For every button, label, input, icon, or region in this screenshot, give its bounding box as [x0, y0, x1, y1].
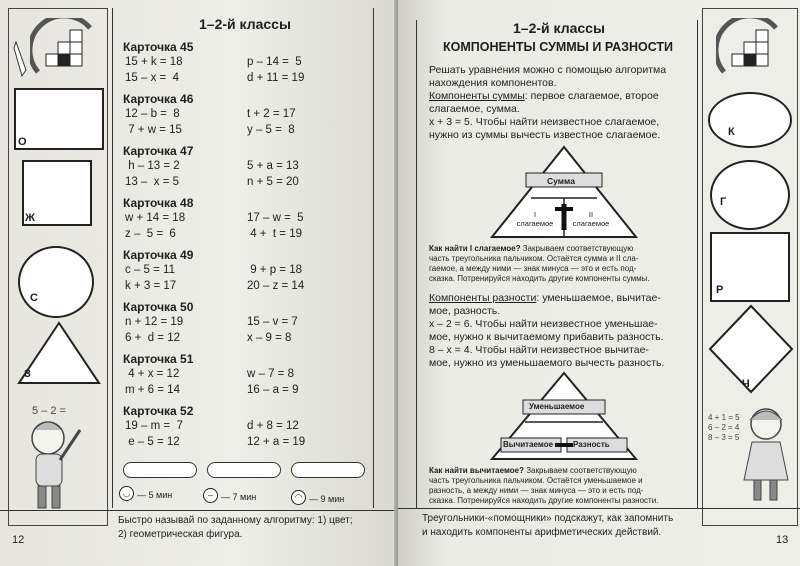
equation-left: 13 – x = 5 — [125, 176, 180, 188]
shape-label-zh: Ж — [25, 212, 35, 224]
diff-example-4: мое, нужно из уменьшаемого вычесть разность. — [429, 357, 665, 369]
left-exercise-panel — [112, 8, 374, 508]
equation-left: w + 14 = 18 — [125, 212, 186, 224]
diff-hint-1: Как найти вычитаемое? Закрываем соответствующую — [429, 466, 637, 475]
right-footer-line-2: и находить компоненты арифметических действий. — [422, 527, 662, 538]
card-title: Карточка 46 — [123, 92, 194, 106]
sum-text-1: : первое слагаемое, второе — [524, 90, 659, 102]
left-footer-line-2: 2) геометрическая фигура. — [118, 529, 243, 540]
staircase-logo-icon — [30, 18, 100, 78]
equation-right: d + 8 = 12 — [247, 420, 299, 432]
shape-label-ch: Ч — [742, 378, 750, 390]
right-footer-line-1: Треугольники-«помощники» подскажут, как запомнить — [422, 513, 674, 524]
sum-hint-4: сказка. Потренируйся находить другие компоненты суммы. — [429, 274, 650, 283]
equation-right: 16 – a = 9 — [247, 384, 299, 396]
sum-example-2: нужно из суммы вычесть известное слагаемое. — [429, 129, 661, 141]
svg-text:4 + 1 = 5: 4 + 1 = 5 — [708, 413, 740, 422]
diamond-shape — [708, 304, 794, 394]
diff-hint-3: разность, а между ними — знак минуса — это и есть под- — [429, 486, 644, 495]
sum-hint-2: часть треугольника пальчиком. Остаётся сумма и II сла- — [429, 254, 639, 263]
oval-shape — [708, 92, 792, 148]
equation-left: k + 3 = 17 — [125, 280, 177, 292]
equation-left: 19 – m = 7 — [125, 420, 183, 432]
section-subtitle: КОМПОНЕНТЫ СУММЫ И РАЗНОСТИ — [443, 40, 674, 54]
equation-right: y – 5 = 8 — [247, 124, 295, 136]
page-title-left: 1–2-й классы — [199, 16, 291, 32]
staircase-logo-icon-right — [716, 18, 786, 78]
equation-left: 7 + w = 15 — [125, 124, 182, 136]
timer-box-3 — [291, 462, 365, 478]
diff-hint-4: сказка. Потренируйся находить другие компоненты разности. — [429, 496, 659, 505]
sum-triangle-diagram — [489, 144, 639, 240]
diff-text-1: : уменьшаемое, вычитае- — [536, 292, 661, 304]
card-title: Карточка 48 — [123, 196, 194, 210]
page-number-right: 13 — [776, 534, 789, 546]
equation-left: 4 + x = 12 — [125, 368, 180, 380]
sum-text-2: слагаемое, сумма. — [429, 103, 520, 115]
equation-right: 15 – v = 7 — [247, 316, 298, 328]
sum-hint-1: Как найти I слагаемое? Закрываем соответствующую — [429, 244, 634, 253]
equation-right: x – 9 = 8 — [247, 332, 292, 344]
right-page — [398, 0, 800, 566]
intro-line-1: Решать уравнения можно с помощью алгоритма — [429, 64, 667, 76]
card-title: Карточка 49 — [123, 248, 194, 262]
timer-box-1 — [123, 462, 197, 478]
svg-text:8 – 3 = 5: 8 – 3 = 5 — [708, 433, 740, 442]
equation-left: c – 5 = 11 — [125, 264, 175, 276]
sum-hint-3: гаемое, а между ними — знак минуса — это и есть под- — [429, 264, 637, 273]
shape-label-z: З — [24, 368, 31, 380]
card-title: Карточка 51 — [123, 352, 194, 366]
svg-text:6 – 2 = 4: 6 – 2 = 4 — [708, 423, 740, 432]
diff-hint-2: часть треугольника пальчиком. Остаётся уменьшаемое и — [429, 476, 643, 485]
equation-right: d + 11 = 19 — [247, 72, 305, 84]
sad-face-icon: ◠ — [291, 490, 306, 505]
circle-shape — [18, 246, 94, 318]
left-page — [0, 0, 398, 566]
timer-label-1: — 5 мин — [137, 490, 173, 500]
right-theory-panel — [416, 20, 698, 508]
svg-text:5 – 2 =: 5 – 2 = — [32, 405, 66, 417]
sum-example-1: x + 3 = 5. Чтобы найти неизвестное слагаемое, — [429, 116, 660, 128]
shape-label-o: О — [18, 136, 27, 148]
shape-label-s: С — [30, 292, 38, 304]
sum-heading: Компоненты суммы — [429, 90, 525, 102]
circle-shape-right — [710, 160, 790, 230]
diff-triangle-right: Разность — [573, 440, 610, 449]
card-title: Карточка 47 — [123, 144, 194, 158]
smile-face-icon: ◡ — [119, 486, 134, 501]
shape-label-r: Р — [716, 284, 724, 296]
girl-illustration — [704, 396, 798, 506]
equation-left: m + 6 = 14 — [125, 384, 180, 396]
equation-left: 12 – b = 8 — [125, 108, 180, 120]
equation-left: 6 + d = 12 — [125, 332, 180, 344]
diff-example-3: 8 – x = 4. Чтобы найти неизвестное вычитае- — [429, 344, 649, 356]
diff-heading: Компоненты разности — [429, 292, 537, 304]
sum-triangle-top: Сумма — [547, 176, 575, 186]
shape-label-g: Г — [720, 196, 727, 208]
equation-left: h – 13 = 2 — [125, 160, 180, 172]
sum-triangle-right: II слагаемое — [572, 210, 610, 228]
intro-line-2: нахождения компонентов. — [429, 77, 557, 89]
equation-right: 9 + p = 18 — [247, 264, 302, 276]
diff-triangle-top: Уменьшаемое — [529, 402, 585, 411]
equation-right: 20 – z = 14 — [247, 280, 305, 292]
equation-right: 4 + t = 19 — [247, 228, 302, 240]
sum-triangle-left: I слагаемое — [516, 210, 554, 228]
equation-right: w – 7 = 8 — [247, 368, 294, 380]
page-number-left: 12 — [12, 534, 25, 546]
equation-right: n + 5 = 20 — [247, 176, 299, 188]
rectangle-shape — [14, 88, 104, 150]
diff-example-2: мое, нужно к вычитаемому прибавить разность. — [429, 331, 664, 343]
equation-left: e – 5 = 12 — [125, 436, 180, 448]
timer-box-2 — [207, 462, 281, 478]
equation-right: 12 + a = 19 — [247, 436, 306, 448]
shape-label-k: К — [728, 126, 735, 138]
diff-example-1: x – 2 = 6. Чтобы найти неизвестное уменьшае- — [429, 318, 658, 330]
equation-left: 15 – x = 4 — [125, 72, 180, 84]
timer-label-2: — 7 мин — [221, 492, 257, 502]
equation-left: n + 12 = 19 — [125, 316, 184, 328]
equation-right: 5 + a = 13 — [247, 160, 299, 172]
equation-right: p – 14 = 5 — [247, 56, 302, 68]
card-title: Карточка 52 — [123, 404, 194, 418]
page-title-right: 1–2-й классы — [513, 20, 605, 36]
pencil-icon — [12, 40, 30, 80]
diff-text-2: мое, разность. — [429, 305, 501, 317]
card-title: Карточка 50 — [123, 300, 194, 314]
diff-triangle-left: Вычитаемое — [503, 440, 554, 449]
left-footer-line-1: Быстро называй по заданному алгоритму: 1) цвет; — [118, 515, 353, 526]
equation-left: z – 5 = 6 — [125, 228, 176, 240]
card-title: Карточка 45 — [123, 40, 194, 54]
equation-right: 17 – w = 5 — [247, 212, 304, 224]
neutral-face-icon: – — [203, 488, 218, 503]
equation-left: 15 + k = 18 — [125, 56, 183, 68]
equation-right: t + 2 = 17 — [247, 108, 296, 120]
boy-illustration — [10, 400, 106, 515]
timer-label-3: — 9 мин — [309, 494, 345, 504]
